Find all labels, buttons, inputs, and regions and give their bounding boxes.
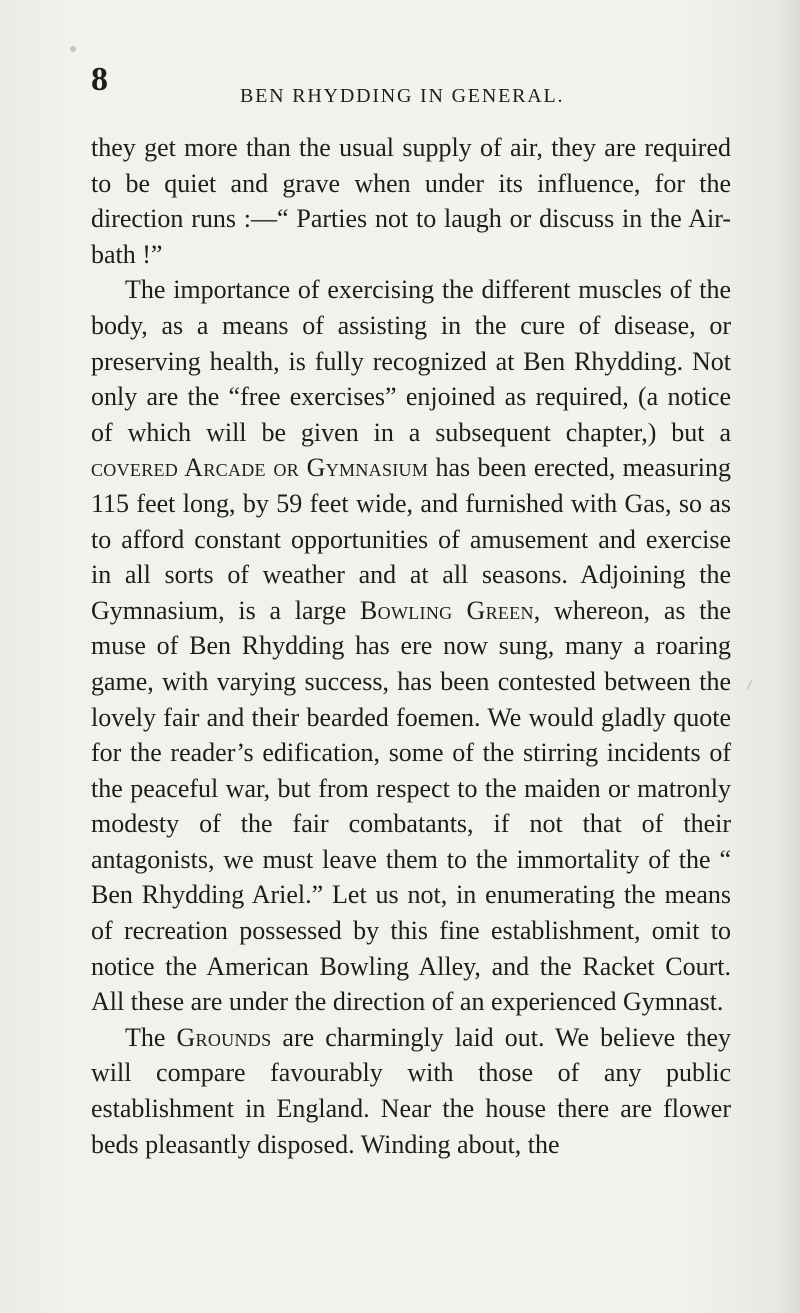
paragraph-3 — [91, 1020, 731, 1162]
paragraph-1-text: they get more than the usual supply of air, they are required to be quiet and grave when under its influence, for the direction runs :—“ Parties not to laugh or discuss in the Air-bath !” — [91, 133, 731, 269]
arcade-heading: covered Arcade or Gymnasium — [91, 453, 429, 483]
paragraph-3-text-b: are charmingly laid out. We believe they will compare favourably with those of any public establishment in England. Near the house there are flower beds pleasantly disposed. Winding about, the — [91, 1022, 732, 1159]
paragraph-1 — [91, 130, 731, 272]
paragraph-3-text-a: The — [125, 1022, 177, 1052]
running-head: BEN RHYDDING IN GENERAL. — [240, 85, 565, 107]
paragraph-2-text-b: has been erected, measuring 115 feet long, by 59 feet wide, and furnished with Gas, so as to afford constant opportunities of amusement and exercise in all sorts of weather and at all seasons. Adjoining the Gymnasium, is a large — [91, 453, 731, 625]
page-header — [91, 60, 751, 107]
margin-mark — [747, 680, 752, 689]
grounds-heading: Grounds — [176, 1022, 272, 1052]
paragraph-2 — [91, 272, 731, 1019]
page-speck — [70, 46, 76, 52]
body-text — [91, 130, 731, 1162]
bowling-green-heading: Bowling Green — [360, 595, 534, 625]
page-number: 8 — [91, 61, 108, 98]
paragraph-2-text-c: , whereon, as the muse of Ben Rhydding has ere now sung, many a roaring game, with varying success, has been contested between the lovely fair and their bearded foemen. We would gladly quote for the reader’s edification, some of the stirring incidents of the peaceful war, but from respect to the maiden or matronly modesty of the fair combatants, if not that of their antagonists, we must leave them to the immortality of the “ Ben Rhydding Ariel.” Let us not, in enumerating the means of recreation possessed by this fine establishment, omit to notice the American Bowling Alley, and the Racket Court. All these are under the direction of an experienced Gymnast. — [91, 595, 731, 1017]
paragraph-2-text-a: The importance of exercising the different muscles of the body, as a means of assisting in the cure of disease, or preserving health, is fully recognized at Ben Rhydding. Not only are the “free exercises” enjoined as required, (a notice of which will be given in a subsequent chapter,) but a — [91, 275, 731, 447]
